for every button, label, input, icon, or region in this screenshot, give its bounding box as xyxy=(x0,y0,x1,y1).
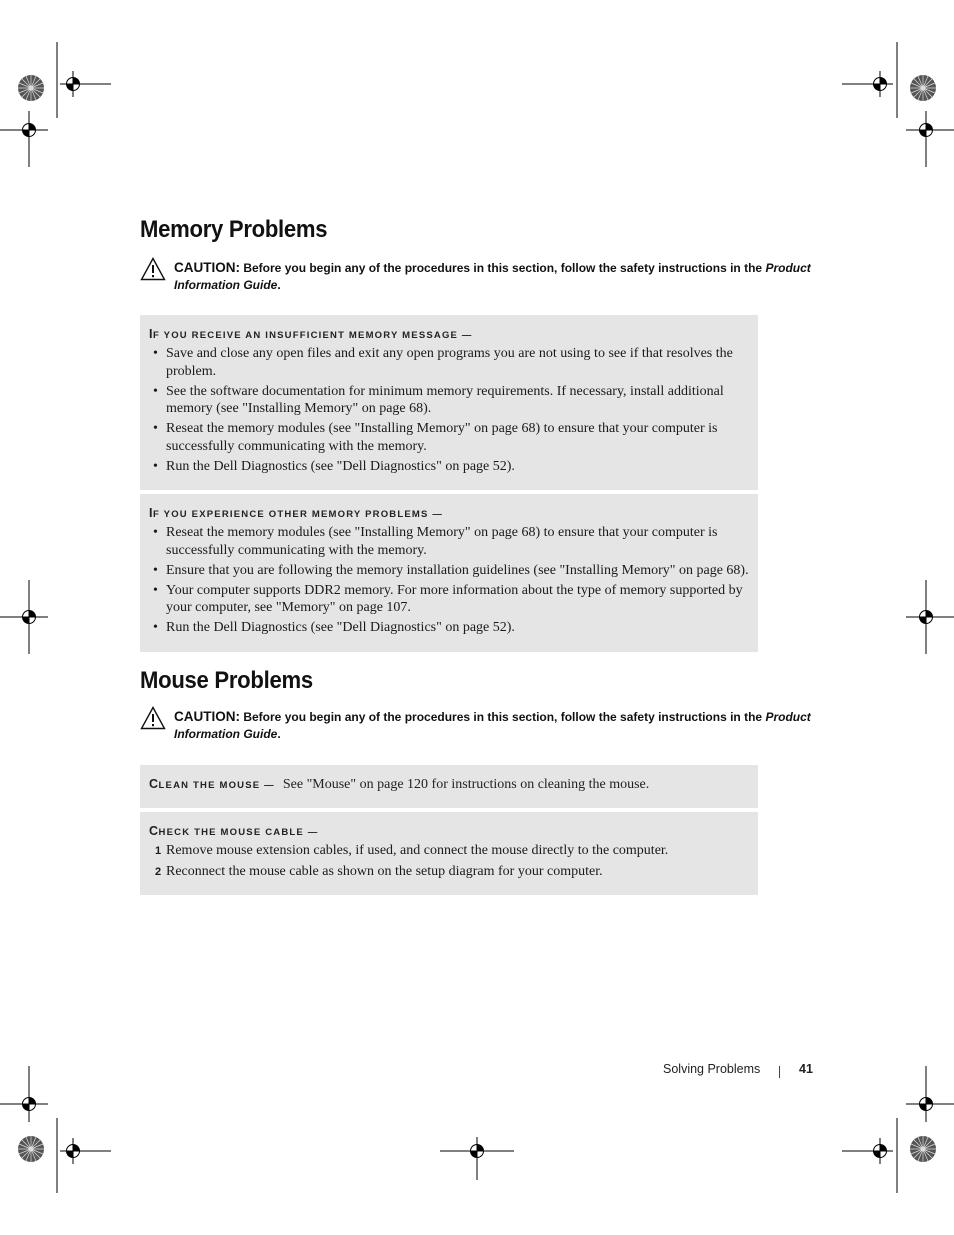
insufficient-memory-heading xyxy=(149,327,473,341)
insufficient-memory-box xyxy=(140,315,758,490)
step-number: 2 xyxy=(155,866,162,878)
other-memory-list xyxy=(150,524,750,639)
mouse-caution-text xyxy=(174,708,814,743)
list-item: • Reseat the memory modules (see "Installing Memory" on page 68) to ensure that your computer is successfully communicating with the memory. xyxy=(150,420,750,455)
check-mouse-cable-steps xyxy=(150,842,750,884)
heading-initial: I xyxy=(149,327,153,341)
clean-mouse-box xyxy=(140,765,758,808)
caution-body: Before you begin any of the procedures in this section, follow the safety instructions in the xyxy=(243,261,763,275)
heading-initial: I xyxy=(149,506,153,520)
step-text: Remove mouse extension cables, if used, and connect the mouse directly to the computer. xyxy=(166,843,669,858)
caution-label: CAUTION: xyxy=(174,709,240,724)
clean-mouse-text: See "Mouse" on page 120 for instructions on cleaning the mouse. xyxy=(282,777,650,792)
caution-icon xyxy=(140,257,166,281)
footer-divider xyxy=(779,1066,780,1078)
clean-mouse-heading xyxy=(149,777,649,793)
step-item xyxy=(150,842,750,860)
other-memory-heading xyxy=(149,506,443,520)
list-item: • Reseat the memory modules (see "Installing Memory" on page 68) to ensure that your computer is successfully communicating with the memory. xyxy=(150,524,750,559)
caution-period: . xyxy=(277,727,281,741)
heading-rest: HECK THE MOUSE CABLE — xyxy=(158,827,319,838)
list-item: • Your computer supports DDR2 memory. For more information about the type of memory supported by your computer, see "Memory" on page 107. xyxy=(150,582,750,617)
caution-period: . xyxy=(277,278,281,292)
step-item xyxy=(150,863,750,881)
check-mouse-cable-box xyxy=(140,812,758,895)
footer-section-title: Solving Problems xyxy=(663,1062,761,1076)
caution-body: Before you begin any of the procedures in this section, follow the safety instructions in the xyxy=(243,710,763,724)
heading-rest: F YOU EXPERIENCE OTHER MEMORY PROBLEMS — xyxy=(152,509,444,520)
list-item: • Save and close any open files and exit any open programs you are not using to see if that resolves the problem. xyxy=(150,345,750,380)
check-mouse-cable-heading xyxy=(149,824,318,838)
heading-initial: C xyxy=(149,777,159,791)
list-item: • See the software documentation for minimum memory requirements. If necessary, install additional memory (see "Installing Memory" on page 68). xyxy=(150,383,750,418)
step-text: Reconnect the mouse cable as shown on the setup diagram for your computer. xyxy=(166,864,603,879)
heading-rest: F YOU RECEIVE AN INSUFFICIENT MEMORY MESSAGE — xyxy=(152,330,473,341)
list-item: • Ensure that you are following the memory installation guidelines (see "Installing Memory" on page 68). xyxy=(150,562,750,580)
step-number: 1 xyxy=(155,845,162,857)
caution-reference: Product Information Guide xyxy=(174,261,811,292)
caution-label: CAUTION: xyxy=(174,260,240,275)
other-memory-problems-box xyxy=(140,494,758,652)
memory-problems-heading: Memory Problems xyxy=(140,216,328,243)
mouse-problems-heading: Mouse Problems xyxy=(140,667,313,694)
caution-reference: Product Information Guide xyxy=(174,710,811,741)
heading-initial: C xyxy=(149,824,159,838)
list-item: • Run the Dell Diagnostics (see "Dell Diagnostics" on page 52). xyxy=(150,619,750,637)
insufficient-memory-list xyxy=(150,345,750,478)
memory-caution-text xyxy=(174,259,814,294)
page-number: 41 xyxy=(799,1062,813,1076)
caution-icon xyxy=(140,706,166,730)
list-item: • Run the Dell Diagnostics (see "Dell Diagnostics" on page 52). xyxy=(150,458,750,476)
heading-rest: LEAN THE MOUSE — xyxy=(158,780,275,791)
